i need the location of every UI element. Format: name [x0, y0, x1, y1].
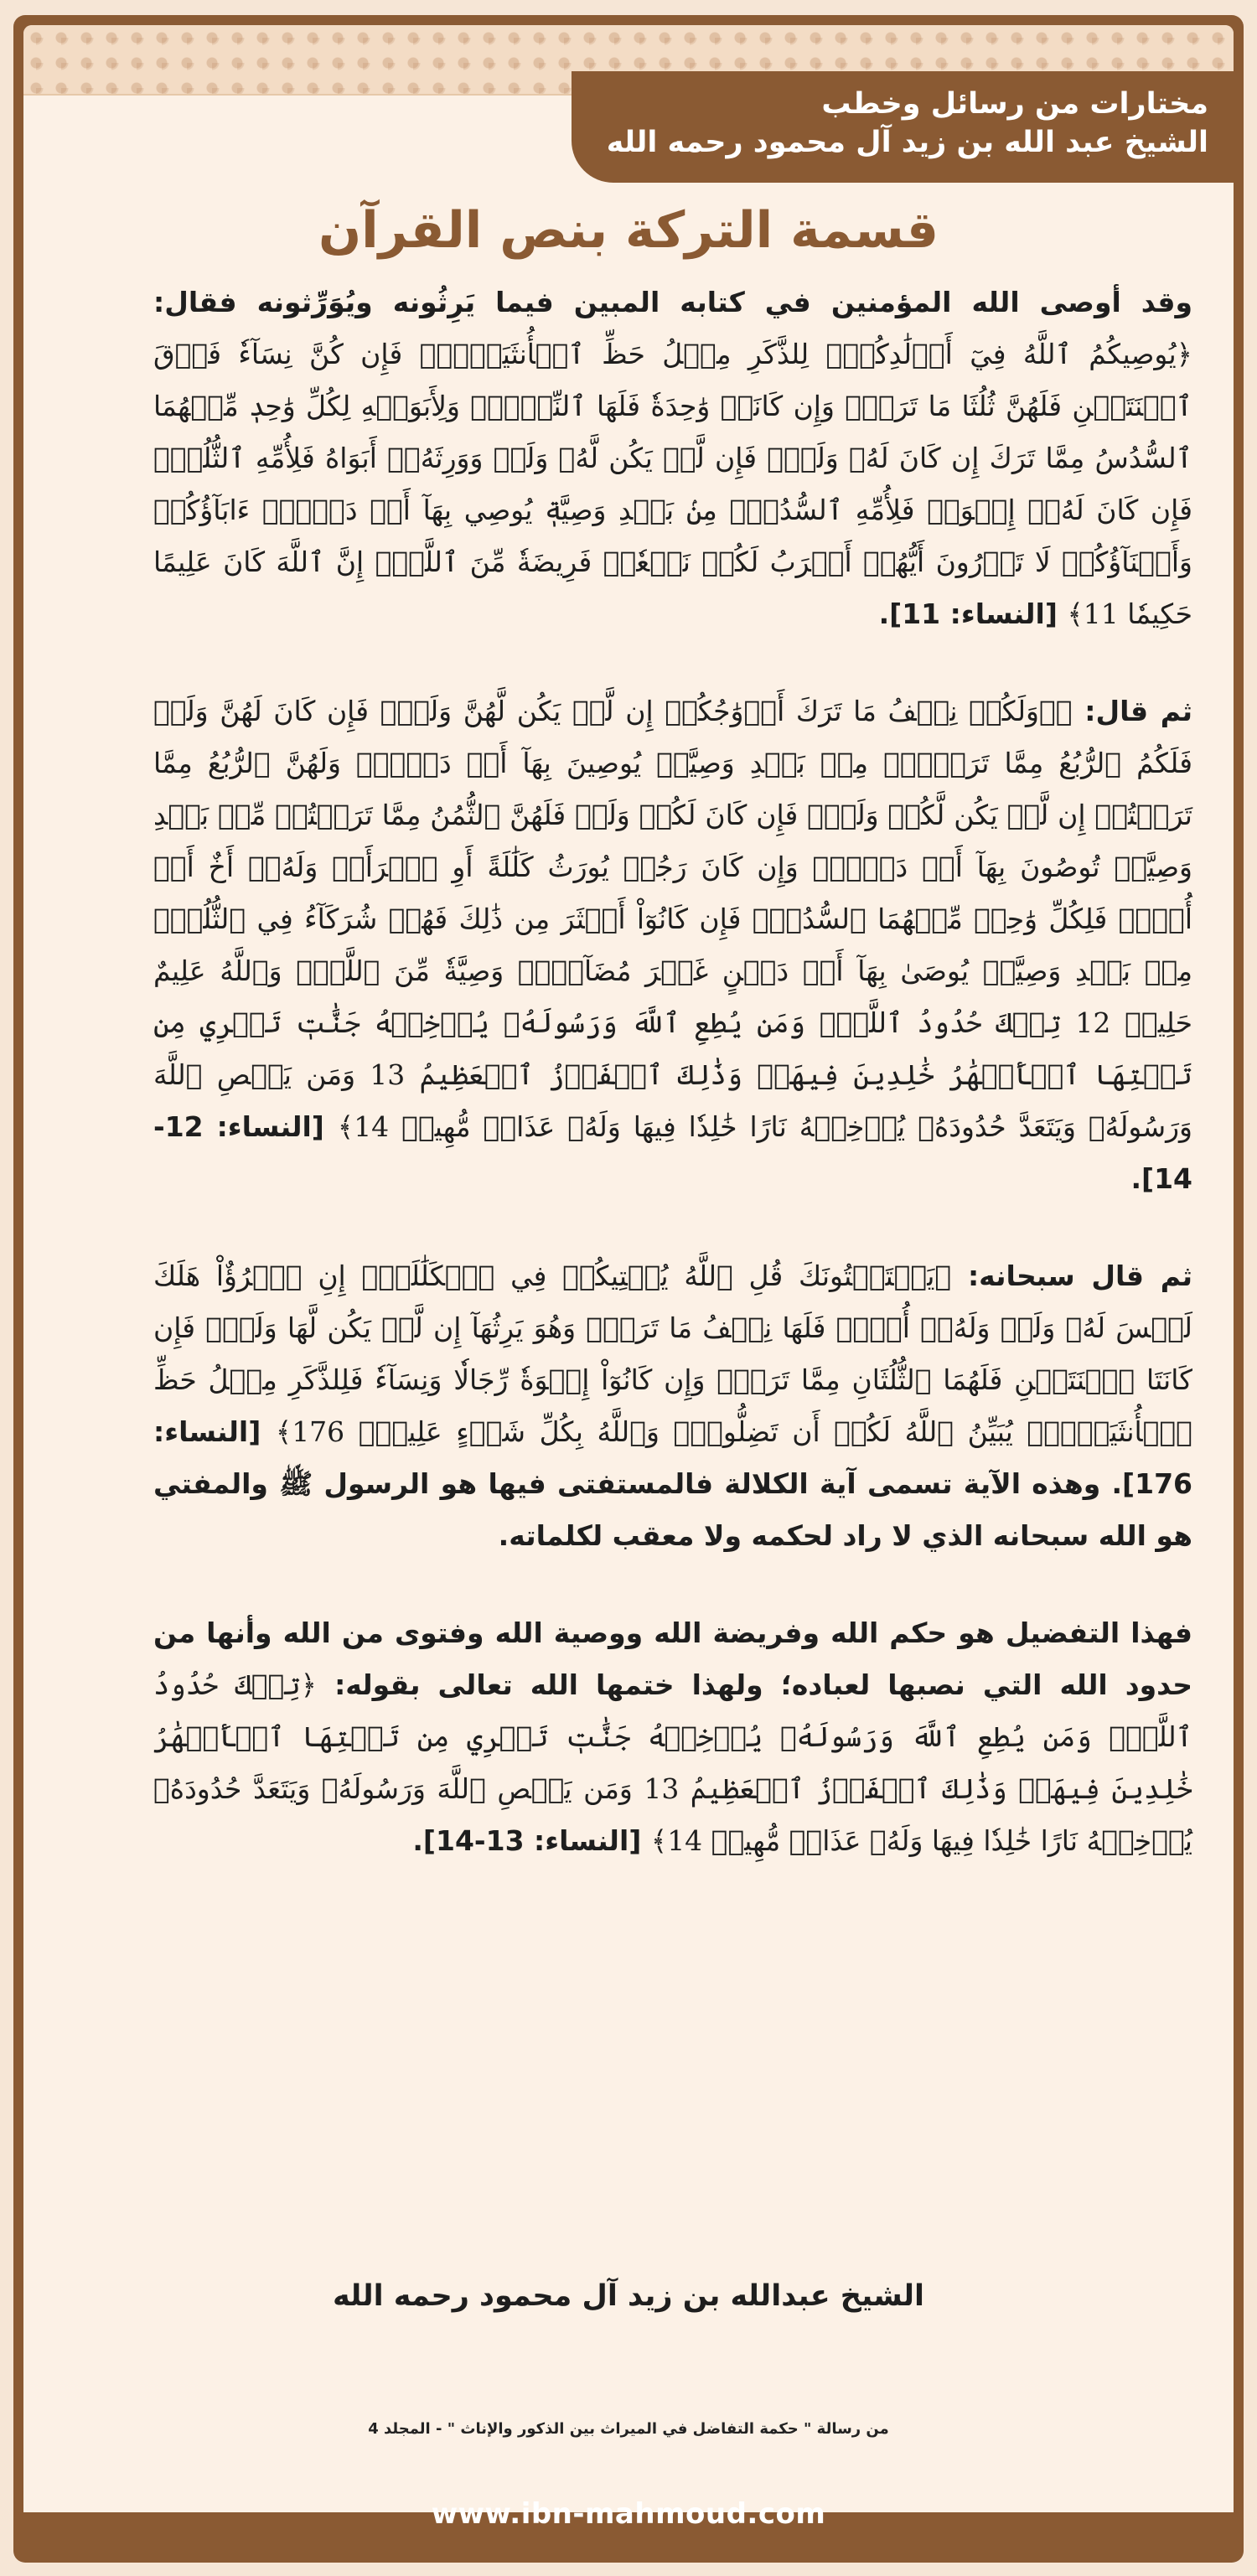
paragraph-intro: فهذا التفضيل هو حكم الله وفريضة الله ووصية الله وفتوى من الله وأنها من حدود الله التي نصبها لعباده؛ ولهذا ختمها الله تعالى بقوله:: [153, 1616, 1192, 1701]
quran-verse: ﴿يُوصِيكُمُ ٱللَّهُ فِيٓ أَوۡلَٰدِكُمۡۖ لِلذَّكَرِ مِثۡلُ حَظِّ ٱلۡأُنثَيَيۡنِۚ فَإِن كُنَّ نِسَآءٗ فَوۡقَ ٱثۡنَتَيۡنِ فَلَهُنَّ ثُلُثَا مَا تَرَكَۖ وَإِن كَانَتۡ وَٰحِدَةٗ فَلَهَا ٱلنِّصۡفُۚ وَلِأَبَوَيۡهِ لِكُلِّ وَٰحِدٖ مِّنۡهُمَا ٱلسُّدُسُ مِمَّا تَرَكَ إِن كَانَ لَهُۥ وَلَدٞۚ فَإِن لَّمۡ يَكُن لَّهُۥ وَلَدٞ وَوَرِثَهُۥٓ أَبَوَاهُ فَلِأُمِّهِ ٱلثُّلُثُۚ فَإِن كَانَ لَهُۥٓ إِخۡوَةٞ فَلِأُمِّهِ ٱلسُّدُسُۚ مِنۢ بَعۡدِ وَصِيَّةٖ يُوصِي بِهَآ أَوۡ دَيۡنٍۗ ءَابَآؤُكُمۡ وَأَبۡنَآؤُكُمۡ لَا تَدۡرُونَ أَيُّهُمۡ أَقۡرَبُ لَكُمۡ نَفۡعٗاۚ فَرِيضَةٗ مِّنَ ٱللَّهِۗ إِنَّ ٱللَّهَ كَانَ عَلِيمًا حَكِيمٗا 11﴾: [153, 338, 1192, 630]
verse-reference: [النساء: 11].: [878, 597, 1068, 630]
paragraph-1: [153, 277, 1192, 640]
paragraph-intro: وقد أوصى الله المؤمنين في كتابه المبين فيما يَرِثُونه ويُوَرِّثونه فقال:: [153, 286, 1192, 318]
quran-verse: ﴿تِلۡكَ حُدُودُ ٱللَّهِۚ وَمَن يُطِعِ ٱللَّهَ وَرَسُولَهُۥ يُدۡخِلۡهُ جَنَّٰتٖ تَجۡرِي مِن تَحۡتِهَا ٱلۡأَنۡهَٰرُ خَٰلِدِينَ فِيهَاۚ وَذَٰلِكَ ٱلۡفَوۡزُ ٱلۡعَظِيمُ 13 وَمَن يَعۡصِ ٱللَّهَ وَرَسُولَهُۥ وَيَتَعَدَّ حُدُودَهُۥ يُدۡخِلۡهُ نَارًا خَٰلِدٗا فِيهَا وَلَهُۥ عَذَابٞ مُّهِينٞ 14﴾: [153, 1668, 1193, 1857]
paragraph-intro: ثم قال:: [1072, 695, 1193, 727]
footer-website-link[interactable]: www.ibn-mahmoud.com: [431, 2497, 826, 2531]
header-series-title: مختارات من رسائل وخطب: [821, 87, 1208, 121]
paper-background: [23, 25, 1234, 2512]
page-title: قسمة التركة بنص القرآن: [318, 201, 939, 260]
verse-reference: [النساء: 12-14].: [153, 1110, 1192, 1195]
paragraph-2: [153, 685, 1192, 1205]
paragraph-intro: ثم قال سبحانه:: [951, 1260, 1193, 1292]
paragraph-4: [153, 1607, 1192, 1867]
author-signature: الشيخ عبدالله بن زيد آل محمود رحمه الله: [332, 2279, 925, 2313]
header-banner: [572, 71, 1234, 183]
quran-verse: ﴿يَسۡتَفۡتُونَكَ قُلِ ٱللَّهُ يُفۡتِيكُمۡ فِي ٱلۡكَلَٰلَةِۚ إِنِ ٱمۡرُؤٌاْ هَلَكَ لَيۡسَ لَهُۥ وَلَدٞ وَلَهُۥٓ أُخۡتٞ فَلَهَا نِصۡفُ مَا تَرَكَۚ وَهُوَ يَرِثُهَآ إِن لَّمۡ يَكُن لَّهَا وَلَدٞۚ فَإِن كَانَتَا ٱثۡنَتَيۡنِ فَلَهُمَا ٱلثُّلُثَانِ مِمَّا تَرَكَۚ وَإِن كَانُوٓاْ إِخۡوَةٗ رِّجَالٗا وَنِسَآءٗ فَلِلذَّكَرِ مِثۡلُ حَظِّ ٱلۡأُنثَيَيۡنِۗ يُبَيِّنُ ٱللَّهُ لَكُمۡ أَن تَضِلُّواْۗ وَٱللَّهُ بِكُلِّ شَيۡءٍ عَلِيمُۢ 176﴾: [153, 1260, 1192, 1448]
source-note: من رسالة " حكمة التفاضل في الميراث بين الذكور والإناث " - المجلد 4: [368, 2420, 889, 2438]
quran-verse: ﴿۞وَلَكُمۡ نِصۡفُ مَا تَرَكَ أَزۡوَٰجُكُمۡ إِن لَّمۡ يَكُن لَّهُنَّ وَلَدٞۚ فَإِن كَانَ لَهُنَّ وَلَدٞ فَلَكُمُ ٱلرُّبُعُ مِمَّا تَرَكۡنَۚ مِنۢ بَعۡدِ وَصِيَّةٖ يُوصِينَ بِهَآ أَوۡ دَيۡنٖۚ وَلَهُنَّ ٱلرُّبُعُ مِمَّا تَرَكۡتُمۡ إِن لَّمۡ يَكُن لَّكُمۡ وَلَدٞۚ فَإِن كَانَ لَكُمۡ وَلَدٞ فَلَهُنَّ ٱلثُّمُنُ مِمَّا تَرَكۡتُمۚ مِّنۢ بَعۡدِ وَصِيَّةٖ تُوصُونَ بِهَآ أَوۡ دَيۡنٖۗ وَإِن كَانَ رَجُلٞ يُورَثُ كَلَٰلَةً أَوِ ٱمۡرَأَةٞ وَلَهُۥٓ أَخٌ أَوۡ أُخۡتٞ فَلِكُلِّ وَٰحِدٖ مِّنۡهُمَا ٱلسُّدُسُۚ فَإِن كَانُوٓاْ أَكۡثَرَ مِن ذَٰلِكَ فَهُمۡ شُرَكَآءُ فِي ٱلثُّلُثِۚ مِنۢ بَعۡدِ وَصِيَّةٖ يُوصَىٰ بِهَآ أَوۡ دَيۡنٍ غَيۡرَ مُضَآرّٖۚ وَصِيَّةٗ مِّنَ ٱللَّهِۗ وَٱللَّهُ عَلِيمٌ حَلِيمٞ 12 تِلۡكَ حُدُودُ ٱللَّهِۚ وَمَن يُطِعِ ٱللَّهَ وَرَسُولَهُۥ يُدۡخِلۡهُ جَنَّٰتٖ تَجۡرِي مِن تَحۡتِهَا ٱلۡأَنۡهَٰرُ خَٰلِدِينَ فِيهَاۚ وَذَٰلِكَ ٱلۡفَوۡزُ ٱلۡعَظِيمُ 13 وَمَن يَعۡصِ ٱللَّهَ وَرَسُولَهُۥ وَيَتَعَدَّ حُدُودَهُۥ يُدۡخِلۡهُ نَارًا خَٰلِدٗا فِيهَا وَلَهُۥ عَذَابٞ مُّهِينٞ 14﴾: [153, 695, 1192, 1143]
article-body: [153, 277, 1192, 1912]
paragraph-3: [153, 1250, 1192, 1562]
verse-reference: [النساء: 13-14].: [412, 1824, 651, 1857]
header-author: الشيخ عبد الله بن زيد آل محمود رحمه الله: [606, 126, 1208, 159]
verse-reference: [النساء: 176]. وهذه الآية تسمى آية الكلالة فالمستفتى فيها هو الرسول ﷺ والمفتي هو الله سبحانه الذي لا راد لحكمه ولا معقب لكلماته.: [153, 1415, 1192, 1552]
